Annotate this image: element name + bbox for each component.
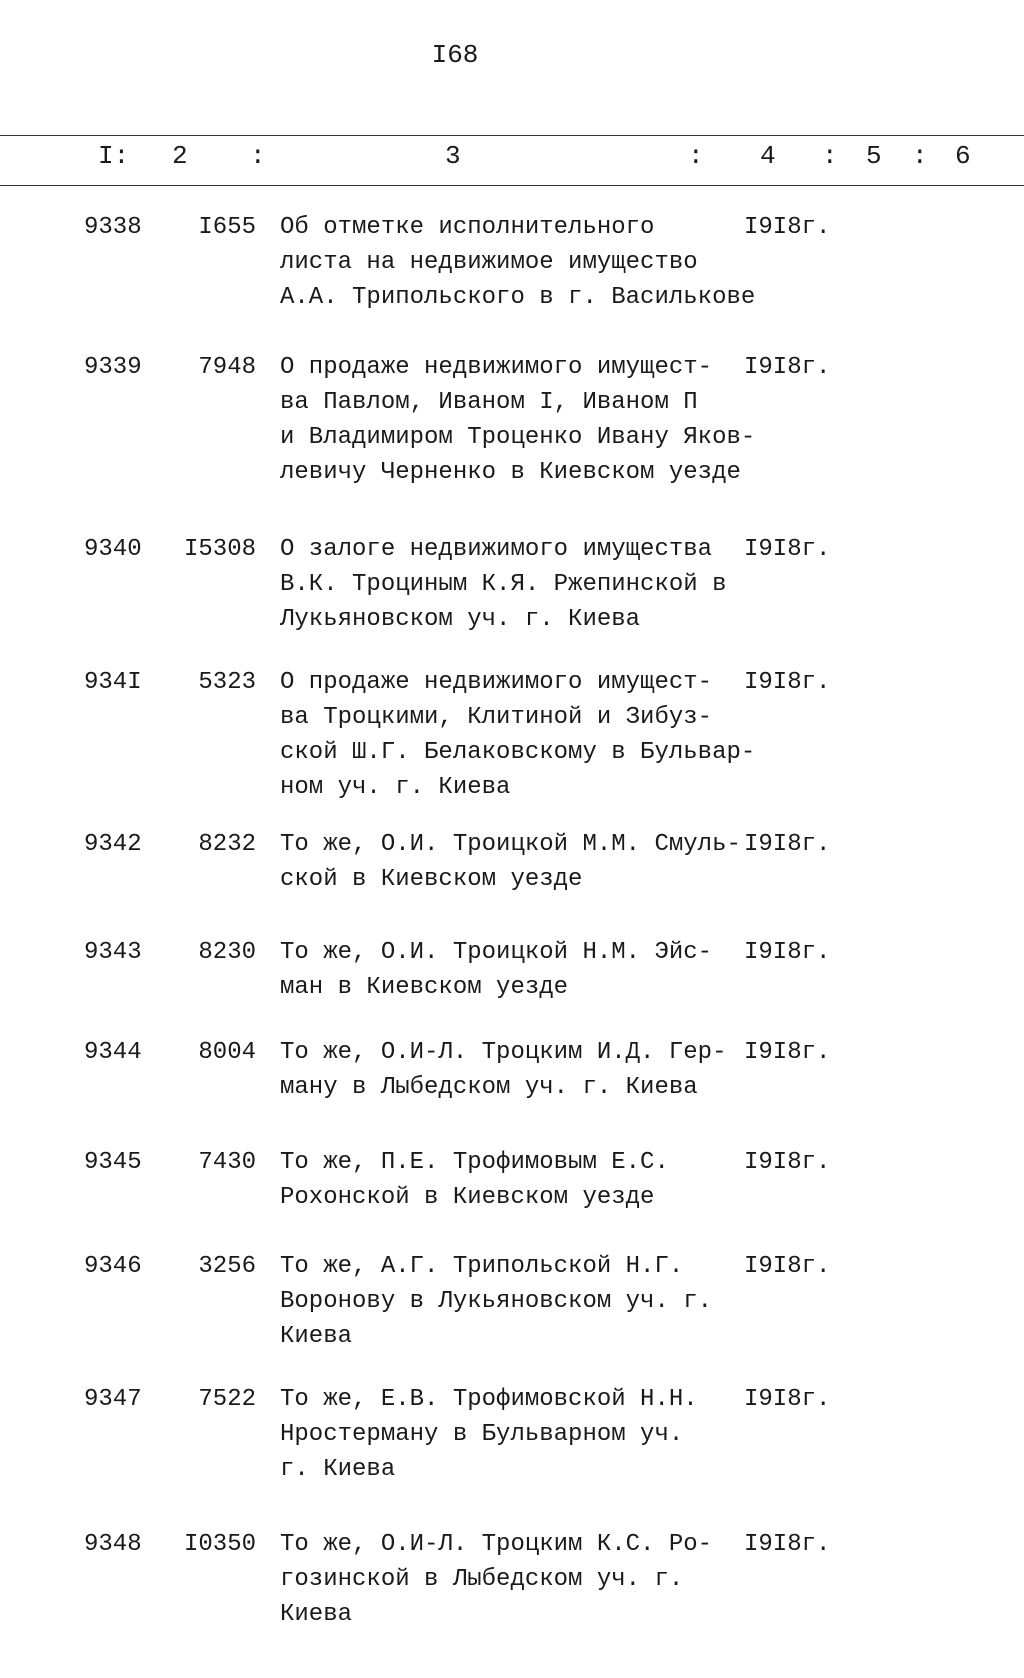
register-entry bbox=[0, 210, 1024, 315]
column-separator: : bbox=[912, 141, 928, 171]
description-line: То же, А.Г. Трипольской Н.Г. bbox=[280, 1253, 684, 1280]
entry-description bbox=[280, 1145, 750, 1215]
description-line: В.К. Троциным К.Я. Ржепинской в bbox=[280, 571, 727, 598]
description-line: листа на недвижимое имущество bbox=[280, 249, 698, 276]
register-entry bbox=[0, 532, 1024, 637]
entry-description bbox=[280, 350, 756, 490]
description-line: ном уч. г. Киева bbox=[280, 774, 511, 801]
entry-year: I9I8г. bbox=[744, 1253, 831, 1280]
description-line: ва Троцкими, Клитиной и Зибуз- bbox=[280, 704, 713, 731]
column-separator: : bbox=[688, 141, 704, 171]
column-separator: : bbox=[250, 141, 266, 171]
entry-code: 5323 bbox=[198, 669, 256, 696]
register-entry bbox=[0, 350, 1024, 490]
entry-year: I9I8г. bbox=[744, 831, 831, 858]
description-line: То же, О.И-Л. Троцким И.Д. Гер- bbox=[280, 1039, 727, 1066]
entry-number: 9340 bbox=[84, 536, 142, 563]
description-line: Киева bbox=[280, 1601, 353, 1628]
entry-description bbox=[280, 1527, 750, 1632]
entry-code: 8232 bbox=[198, 831, 256, 858]
entry-code: 8004 bbox=[198, 1039, 256, 1066]
description-line: То же, О.И. Троицкой М.М. Смуль- bbox=[280, 831, 741, 858]
column-header-4: 4 bbox=[760, 141, 776, 171]
register-entry bbox=[0, 827, 1024, 897]
entry-description bbox=[280, 665, 756, 805]
entry-year: I9I8г. bbox=[744, 536, 831, 563]
description-line: Воронову в Лукьяновском уч. г. bbox=[280, 1288, 713, 1315]
entry-number: 9347 bbox=[84, 1386, 142, 1413]
register-entry bbox=[0, 1145, 1024, 1215]
description-line: ману в Лыбедском уч. г. Киева bbox=[280, 1074, 698, 1101]
column-header-6: 6 bbox=[955, 141, 971, 171]
entry-number: 934I bbox=[84, 669, 142, 696]
entry-number: 9348 bbox=[84, 1531, 142, 1558]
column-header-2: 2 bbox=[172, 141, 188, 171]
entry-year: I9I8г. bbox=[744, 669, 831, 696]
entry-year: I9I8г. bbox=[744, 1531, 831, 1558]
entry-number: 9345 bbox=[84, 1149, 142, 1176]
column-header-5: 5 bbox=[866, 141, 882, 171]
description-line: А.А. Трипольского в г. Василькове bbox=[280, 284, 756, 311]
entry-code: I655 bbox=[198, 214, 256, 241]
description-line: ской в Киевском уезде bbox=[280, 866, 583, 893]
description-line: О продаже недвижимого имущест- bbox=[280, 669, 713, 696]
entry-code: 7522 bbox=[198, 1386, 256, 1413]
description-line: ской Ш.Г. Белаковскому в Бульвар- bbox=[280, 739, 756, 766]
entry-description bbox=[280, 935, 750, 1005]
entry-code: I5308 bbox=[183, 536, 256, 563]
entry-year: I9I8г. bbox=[744, 354, 831, 381]
entry-number: 9342 bbox=[84, 831, 142, 858]
register-entry bbox=[0, 1249, 1024, 1354]
description-line: Нростерману в Бульварном уч. bbox=[280, 1421, 684, 1448]
description-line: О продаже недвижимого имущест- bbox=[280, 354, 713, 381]
description-line: левичу Черненко в Киевском уезде bbox=[280, 459, 741, 486]
column-separator: : bbox=[822, 141, 838, 171]
description-line: То же, П.Е. Трофимовым Е.С. bbox=[280, 1149, 669, 1176]
register-entry bbox=[0, 1035, 1024, 1105]
description-line: ман в Киевском уезде bbox=[280, 974, 569, 1001]
description-line: О залоге недвижимого имущества bbox=[280, 536, 713, 563]
description-line: г. Киева bbox=[280, 1456, 396, 1483]
header-rule-bottom bbox=[0, 185, 1024, 186]
entry-code: 7948 bbox=[198, 354, 256, 381]
entry-description bbox=[280, 532, 750, 637]
description-line: Киева bbox=[280, 1323, 353, 1350]
entry-description bbox=[280, 210, 756, 315]
register-entry bbox=[0, 1382, 1024, 1487]
entry-code: 3256 bbox=[198, 1253, 256, 1280]
entry-year: I9I8г. bbox=[744, 939, 831, 966]
entry-code: I0350 bbox=[183, 1531, 256, 1558]
entry-number: 9339 bbox=[84, 354, 142, 381]
register-entry bbox=[0, 935, 1024, 1005]
description-line: То же, Е.В. Трофимовской Н.Н. bbox=[280, 1386, 698, 1413]
entry-number: 9338 bbox=[84, 214, 142, 241]
entry-number: 9343 bbox=[84, 939, 142, 966]
column-header-1: I: bbox=[98, 141, 130, 171]
entry-description bbox=[280, 827, 750, 897]
description-line: Лукьяновском уч. г. Киева bbox=[280, 606, 641, 633]
entry-year: I9I8г. bbox=[744, 1386, 831, 1413]
entry-year: I9I8г. bbox=[744, 1039, 831, 1066]
register-entry bbox=[0, 1527, 1024, 1632]
entry-number: 9344 bbox=[84, 1039, 142, 1066]
register-entries bbox=[0, 210, 1024, 1632]
entry-description bbox=[280, 1249, 750, 1354]
entry-code: 7430 bbox=[198, 1149, 256, 1176]
entry-number: 9346 bbox=[84, 1253, 142, 1280]
description-line: и Владимиром Троценко Ивану Яков- bbox=[280, 424, 756, 451]
entry-year: I9I8г. bbox=[744, 214, 831, 241]
description-line: ва Павлом, Иваном I, Иваном П bbox=[280, 389, 698, 416]
entry-year: I9I8г. bbox=[744, 1149, 831, 1176]
register-entry bbox=[0, 665, 1024, 805]
header-rule-top bbox=[0, 135, 1024, 136]
entry-description bbox=[280, 1382, 750, 1487]
entry-code: 8230 bbox=[198, 939, 256, 966]
column-header-3: 3 bbox=[445, 141, 461, 171]
description-line: То же, О.И. Троицкой Н.М. Эйс- bbox=[280, 939, 713, 966]
description-line: То же, О.И-Л. Троцким К.С. Ро- bbox=[280, 1531, 713, 1558]
entry-description bbox=[280, 1035, 750, 1105]
description-line: гозинской в Лыбедском уч. г. bbox=[280, 1566, 684, 1593]
description-line: Рохонской в Киевском уезде bbox=[280, 1184, 655, 1211]
page-number: I68 bbox=[431, 40, 479, 70]
description-line: Об отметке исполнительного bbox=[280, 214, 655, 241]
